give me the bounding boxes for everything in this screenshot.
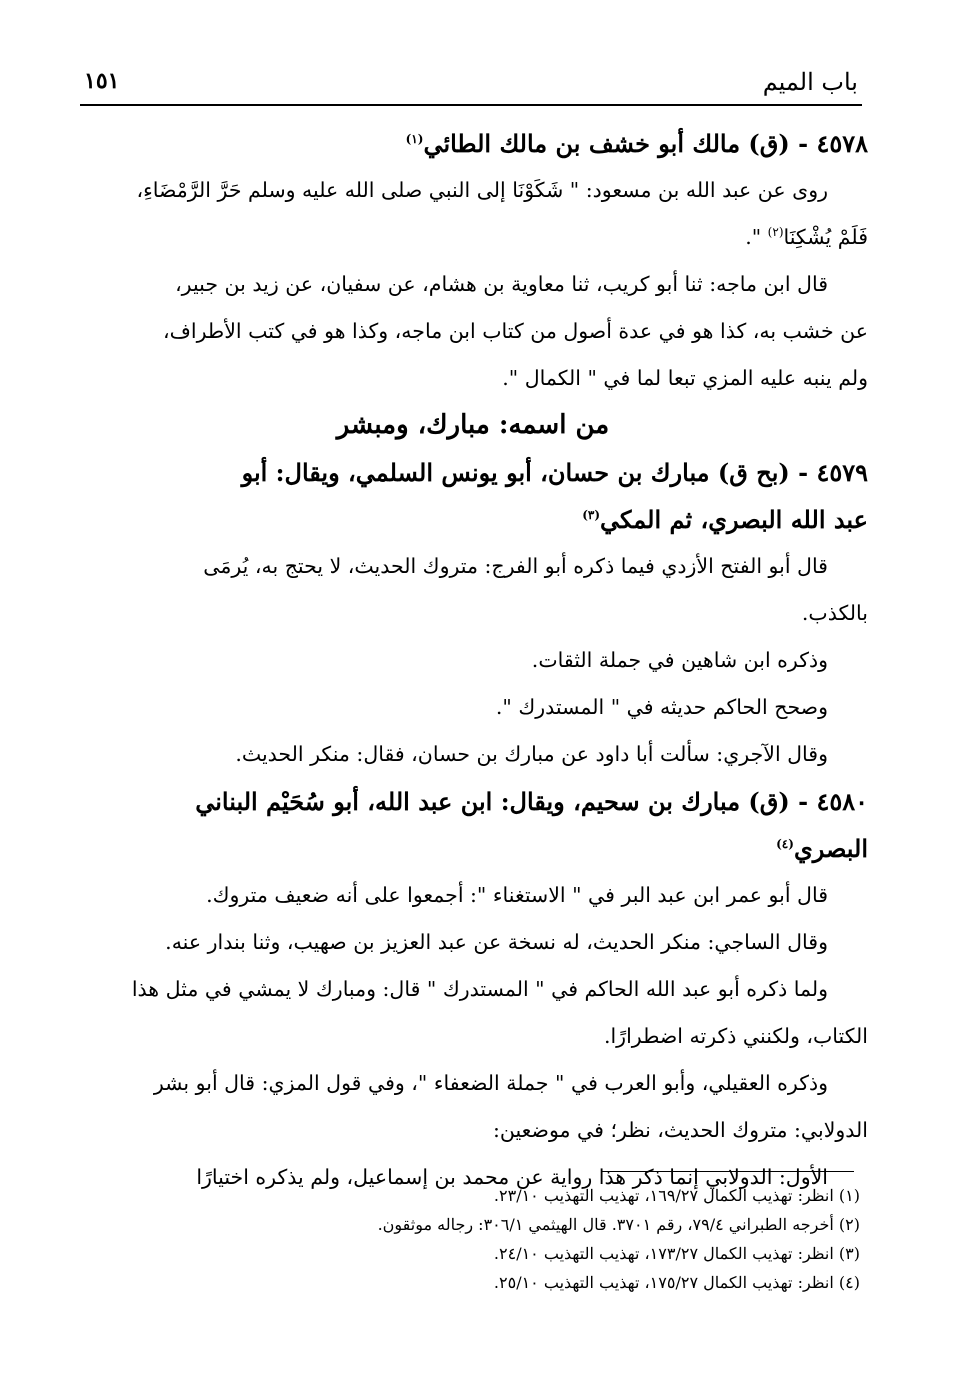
running-head: باب الميم xyxy=(762,68,858,96)
paragraph-line: قال أبو عمر ابن عبد البر في " الاستغناء ": أجمعوا على أنه ضعيف متروك. xyxy=(206,883,828,907)
entry-4580-title: ٤٥٨٠ - (ق) مبارك بن سحيم، ويقال: ابن عبد الله، أبو سُحَيْم البناني xyxy=(195,787,868,816)
paragraph-line: قال ابن ماجه: ثنا أبو كريب، ثنا معاوية بن هشام، عن سفيان، عن زيد بن جبير، xyxy=(175,272,828,296)
paragraph-line: فَلَمْ يُشْكِنَا$^{(٢)}$ ". xyxy=(745,225,868,249)
paragraph-line: الأول: الدولابي إنما ذكر هذا رواية عن محمد بن إسماعيل، ولم يذكره اختيارًا xyxy=(196,1165,828,1189)
footnote-ref: (٣) xyxy=(582,508,601,522)
paragraph-line: ولم ينبه عليه المزي تبعا لما في " الكمال ". xyxy=(502,366,868,390)
entry-4580-title-cont: البصري$^{(٤)}$ xyxy=(776,834,868,863)
footnote-separator xyxy=(602,1171,854,1172)
page-header xyxy=(80,58,862,106)
footnote-4: (٤) انظر: تهذيب الكمال ١٧٥/٢٧، تهذيب التهذيب ٢٥/١٠. xyxy=(493,1273,860,1292)
paragraph-line: قال أبو الفتح الأزدي فيما ذكره أبو الفرج: متروك الحديث، لا يحتج به، يُرمَى xyxy=(203,554,828,578)
footnote-ref: (١) xyxy=(405,132,424,146)
section-heading: من اسمه: مبارك، ومبشر xyxy=(336,410,610,440)
page-number: ١٥١ xyxy=(84,68,120,94)
paragraph-line: وذكره العقيلي، وأبو العرب في " جملة الضعفاء "، وفي قول المزي: قال أبو بشر xyxy=(153,1071,828,1095)
footnote-3: (٣) انظر: تهذيب الكمال ١٧٣/٢٧، تهذيب التهذيب ٢٤/١٠. xyxy=(493,1244,860,1263)
paragraph-line: عن خشب به، كذا هو في عدة أصول من كتاب ابن ماجه، وكذا هو في كتب الأطراف، xyxy=(163,319,868,343)
paragraph-line: روى عن عبد الله بن مسعود: " شَكَوْنَا إلى النبي صلى الله عليه وسلم حَرَّ الرَّمْضَاءِ، xyxy=(136,178,828,202)
paragraph-line: وصحح الحاكم حديثه في " المستدرك ". xyxy=(495,695,828,719)
paragraph-line: وقال الساجي: منكر الحديث، له نسخة عن عبد العزيز بن صهيب، وثنا بندار عنه. xyxy=(165,930,828,954)
paragraph-line: الدولابي: متروك الحديث، نظر؛ في موضعين: xyxy=(492,1118,868,1142)
entry-4578-title: ٤٥٧٨ - (ق) مالك أبو خشف بن مالك الطائي$^{(١)}$ xyxy=(405,129,868,158)
main-text xyxy=(78,120,868,1201)
footnotes xyxy=(300,1181,860,1297)
footnote-ref: (٢) xyxy=(767,225,784,240)
footnote-1: (١) انظر: تهذيب الكمال ١٦٩/٢٧، تهذيب التهذيب ٢٣/١٠. xyxy=(493,1186,860,1205)
paragraph-line: بالكذب. xyxy=(801,601,868,625)
paragraph-line: وذكره ابن شاهين في جملة الثقات. xyxy=(531,648,828,672)
footnote-2: (٢) أخرجه الطبراني ٧٩/٤، رقم ٣٧٠١. قال الهيثمي ٣٠٦/١: رجاله موثقون. xyxy=(377,1215,860,1234)
entry-4579-title-cont: عبد الله البصري، ثم المكي$^{(٣)}$ xyxy=(582,505,868,534)
paragraph-line: وقال الآجري: سألت أبا داود عن مبارك بن حسان، فقال: منكر الحديث. xyxy=(235,742,828,766)
paragraph-line: ولما ذكره أبو عبد الله الحاكم في " المستدرك " قال: ومبارك لا يمشي في مثل هذا xyxy=(131,977,828,1001)
entry-4579-title: ٤٥٧٩ - (بح ق) مبارك بن حسان، أبو يونس السلمي، ويقال: أبو xyxy=(241,458,868,487)
paragraph-line: الكتاب، ولكنني ذكرته اضطرارًا. xyxy=(603,1024,868,1048)
footnote-ref: (٤) xyxy=(776,837,794,851)
